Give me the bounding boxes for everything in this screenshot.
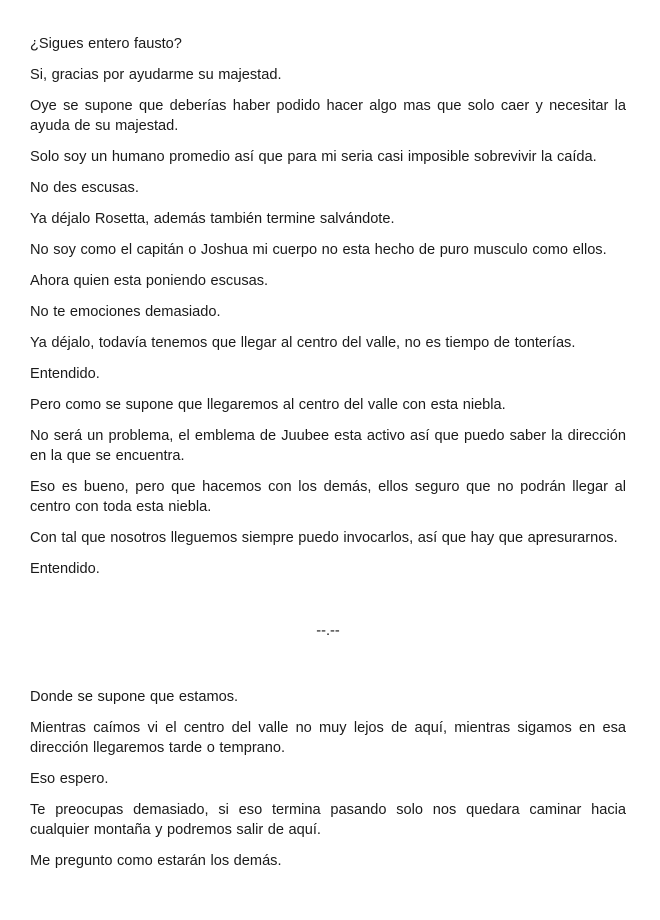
paragraph: Eso espero.: [30, 771, 109, 787]
scene-divider: --.--: [316, 623, 340, 639]
paragraph: Te preocupas demasiado, si eso termina pasando solo nos quedara caminar hacia cualquier montaña y podremos salir de aquí.: [30, 802, 626, 838]
paragraph: No será un problema, el emblema de Juubee esta activo así que puedo saber la dirección en la que se encuentra.: [30, 428, 626, 464]
paragraph: Si, gracias por ayudarme su majestad.: [30, 67, 282, 83]
paragraph: Ya déjalo, todavía tenemos que llegar al centro del valle, no es tiempo de tonterías.: [30, 335, 576, 351]
paragraph: No te emociones demasiado.: [30, 304, 221, 320]
paragraph: Me pregunto como estarán los demás.: [30, 853, 282, 869]
paragraph: Ya déjalo Rosetta, además también termine salvándote.: [30, 211, 395, 227]
paragraph: Solo soy un humano promedio así que para mi seria casi imposible sobrevivir la caída.: [30, 149, 597, 165]
paragraph: Eso es bueno, pero que hacemos con los demás, ellos seguro que no podrán llegar al centro con toda esta niebla.: [30, 479, 626, 515]
paragraph: Entendido.: [30, 366, 100, 382]
document-page: [30, 34, 626, 882]
paragraph: Ahora quien esta poniendo escusas.: [30, 273, 269, 289]
paragraph: Pero como se supone que llegaremos al centro del valle con esta niebla.: [30, 397, 506, 413]
paragraph: No des escusas.: [30, 180, 139, 196]
paragraph: Oye se supone que deberías haber podido hacer algo mas que solo caer y necesitar la ayuda de su majestad.: [30, 98, 626, 134]
paragraph: Donde se supone que estamos.: [30, 689, 239, 705]
paragraph: No soy como el capitán o Joshua mi cuerpo no esta hecho de puro musculo como ellos.: [30, 242, 607, 258]
paragraph: Mientras caímos vi el centro del valle no muy lejos de aquí, mientras sigamos en esa dirección llegaremos tarde o temprano.: [30, 720, 626, 756]
paragraph: Entendido.: [30, 561, 100, 577]
paragraph: ¿Sigues entero fausto?: [30, 36, 182, 52]
paragraph: Con tal que nosotros lleguemos siempre puedo invocarlos, así que hay que apresurarnos.: [30, 530, 618, 546]
